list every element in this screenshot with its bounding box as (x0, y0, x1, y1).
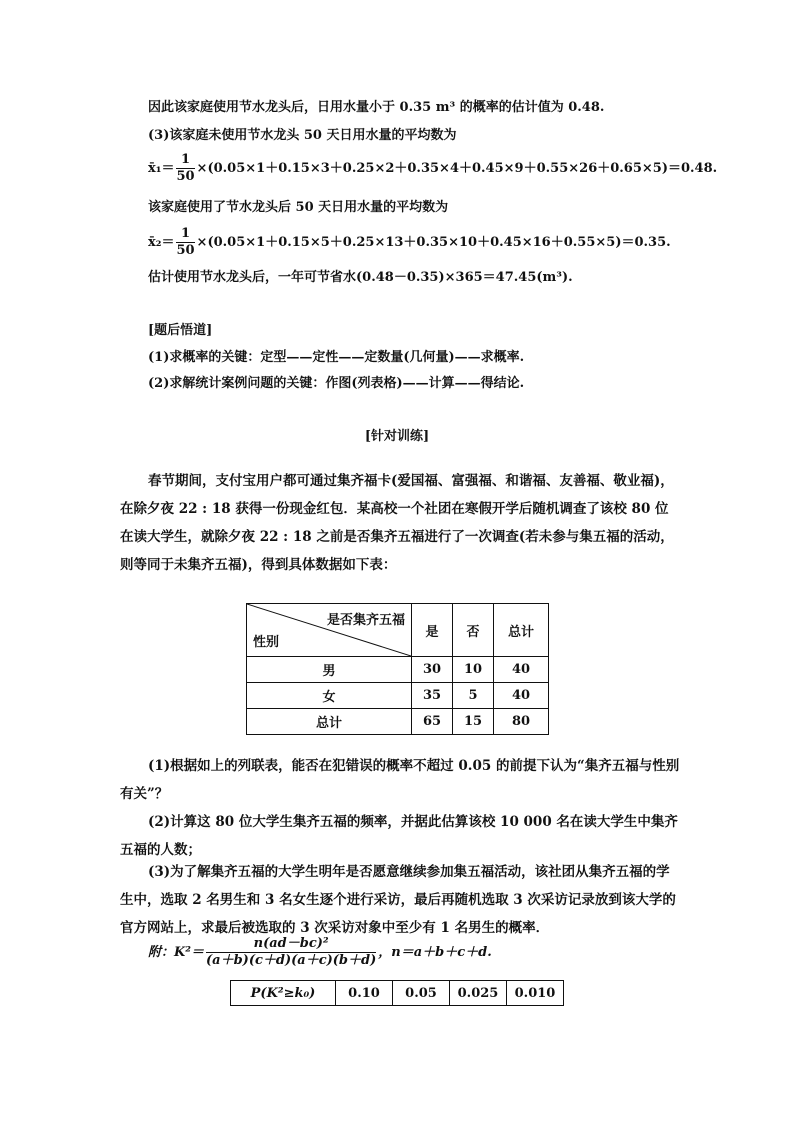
table-cell: 40 (494, 657, 549, 683)
table-cell: 65 (412, 709, 453, 735)
fraction-numerator: 1 (176, 152, 194, 169)
row-label-female: 女 (247, 683, 412, 709)
table-cell: 0.10 (336, 981, 393, 1006)
mean-expression-2: ×(0.05×1＋0.15×5＋0.25×13＋0.35×10＋0.45×16＋0.55×5)＝0.35. (196, 235, 671, 250)
table-cell: 40 (494, 683, 549, 709)
fraction-1-over-50 (176, 226, 194, 259)
k-squared-fraction (206, 936, 376, 969)
fraction-1-over-50 (176, 152, 194, 185)
solution-line-6: 估计使用节水龙头后，一年可节省水(0.48－0.35)×365＝47.45(m³). (148, 270, 573, 285)
appendix-formula (148, 936, 492, 969)
table-cell: 35 (412, 683, 453, 709)
table-cell: 80 (494, 709, 549, 735)
fraction-numerator: 1 (176, 226, 194, 243)
table-row (247, 709, 549, 735)
question-2: (2)计算这 80 位大学生集齐五福的频率，并据此估算该校 10 000 名在读大学生中集齐五福的人数； (120, 814, 678, 858)
solution-line-1: 因此该家庭使用节水龙头后，日用水量小于 0.35 m³ 的概率的估计值为 0.48. (148, 100, 605, 115)
table-cell: 0.010 (507, 981, 564, 1006)
header-total: 总计 (494, 604, 549, 657)
table-cell: 0.025 (450, 981, 507, 1006)
training-title: [针对训练] (364, 429, 430, 444)
contingency-table (246, 603, 549, 735)
table-cell: 10 (453, 657, 494, 683)
table-row (247, 657, 549, 683)
reflection-item-1: (1)求概率的关键：定型——定性——定数量(几何量)——求概率. (148, 350, 525, 365)
fraction-denominator: 50 (176, 169, 195, 184)
header-yes: 是 (412, 604, 453, 657)
appendix-prefix: 附：K²＝ (148, 945, 204, 960)
reflection-heading: [题后悟道] (148, 323, 213, 338)
mean-equation-2 (148, 226, 671, 259)
diagonal-header-cell (247, 604, 412, 657)
formula-denominator: (a＋b)(c＋d)(a＋c)(b＋d) (206, 953, 377, 968)
table-cell: 0.05 (393, 981, 450, 1006)
diag-top-label: 是否集齐五福 (326, 613, 405, 628)
table-cell: 15 (453, 709, 494, 735)
table-cell: 5 (453, 683, 494, 709)
row-label-male: 男 (247, 657, 412, 683)
question-1: (1)根据如上的列联表，能否在犯错误的概率不超过 0.05 的前提下认为“集齐五福与性别有关”？ (120, 758, 680, 802)
appendix-suffix: ，n＝a＋b＋c＋d. (378, 945, 492, 960)
mean-equation-1 (148, 152, 717, 185)
critical-value-table (230, 980, 564, 1006)
solution-line-4: 该家庭使用了节水龙头后 50 天日用水量的平均数为 (148, 200, 449, 215)
table-row (231, 981, 564, 1006)
row-label-total: 总计 (247, 709, 412, 735)
header-no: 否 (453, 604, 494, 657)
p-label-cell: P(K²≥k₀) (231, 981, 336, 1006)
table-cell: 30 (412, 657, 453, 683)
diag-bottom-label: 性别 (253, 635, 280, 650)
mean-symbol-1: x̄₁＝ (148, 161, 175, 176)
mean-symbol-2: x̄₂＝ (148, 235, 175, 250)
formula-numerator: n(ad－bc)² (206, 936, 376, 953)
fraction-denominator: 50 (176, 243, 195, 258)
reflection-item-2: (2)求解统计案例问题的关键：作图(列表格)——计算——得结论. (148, 376, 525, 391)
solution-line-2: (3)该家庭未使用节水龙头 50 天日用水量的平均数为 (148, 128, 457, 143)
question-3: (3)为了解集齐五福的大学生明年是否愿意继续参加集五福活动，该社团从集齐五福的学生中，选取 2 名男生和 3 名女生逐个进行采访，最后再随机选取 3 次采访记录放到该大学的官方网站上，求最后被选取的 3 次采访对象中至少有 1 名男生的概率． (120, 864, 676, 936)
table-row (247, 683, 549, 709)
problem-intro: 春节期间，支付宝用户都可通过集齐福卡(爱国福、富强福、和谐福、友善福、敬业福)，在除夕夜 22 : 18 获得一份现金红包．某高校一个社团在寒假开学后随机调查了该校 80 位在读大学生，就除夕夜 22 : 18 之前是否集齐五福进行了一次调查(若未参与集五福的活动，则等同于未集齐五福)，得到具体数据如下表： (120, 473, 674, 573)
mean-expression-1: ×(0.05×1＋0.15×3＋0.25×2＋0.35×4＋0.45×9＋0.55×26＋0.65×5)＝0.48. (196, 161, 718, 176)
